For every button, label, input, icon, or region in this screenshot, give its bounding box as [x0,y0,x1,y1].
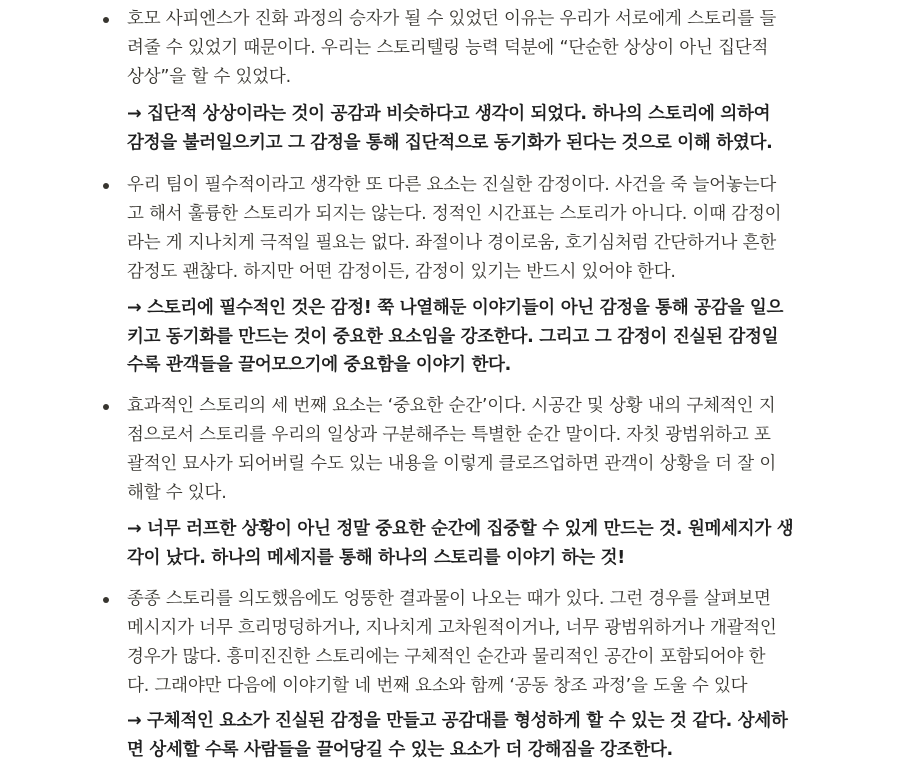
bullet-icon [103,17,109,23]
list-item-text: 효과적인 스토리의 세 번째 요소는 ‘중요한 순간’이다. 시공간 및 상황 내의 구체적인 지 점으로서 스토리를 우리의 일상과 구분해주는 특별한 순간 말이다. 자칫 광범위하고 포 괄적인 묘사가 되어버릴 수도 있는 내용을 이렇게 클로즈업하면 관객이 상황을 더 잘 이 해할 수 있다. [127,396,777,503]
list-item-text: 호모 사피엔스가 진화 과정의 승자가 될 수 있었던 이유는 우리가 서로에게 스토리를 들 려줄 수 있었기 때문이다. 우리는 스토리텔링 능력 덕분에 “단순한 상상이 아닌 집단적 상상”을 할 수 있었다. [127,9,777,87]
list-item-note: → 스토리에 필수적인 것은 감정! 쭉 나열해둔 이야기들이 아닌 감정을 통해 공감을 일으 키고 동기화를 만드는 것이 중요한 요소임을 강조한다. 그리고 그 감정이 진실된 감정일 수록 관객들을 끌어모으기에 중요함을 이야기 한다. [127,298,784,375]
bullet-icon [103,183,109,189]
bullet-icon [103,597,109,603]
bullet-icon [103,404,109,410]
list-item-note: → 집단적 상상이라는 것이 공감과 비슷하다고 생각이 되었다. 하나의 스토리에 의하여 감정을 불러일으키고 그 감정을 통해 집단적으로 동기화가 된다는 것으로 이해 하였다. [127,104,773,153]
list-item-note: → 너무 러프한 상황이 아닌 정말 중요한 순간에 집중할 수 있게 만드는 것. 원메세지가 생 각이 났다. 하나의 메세지를 통해 하나의 스토리를 이야기 하는 것! [127,519,794,568]
list-item-text: 종종 스토리를 의도했음에도 엉뚱한 결과물이 나오는 때가 있다. 그런 경우를 살펴보면 메시지가 너무 흐리멍덩하거나, 지나치게 고차원적이거나, 너무 광범위하거나 개괄적인 경우가 많다. 흥미진진한 스토리에는 구체적인 순간과 물리적인 공간이 포함되어야 한 다. 그래야만 다음에 이야기할 네 번째 요소와 함께 ‘공동 창조 과정’을 도울 수 있다 [127,589,777,696]
list-item-text: 우리 팀이 필수적이라고 생각한 또 다른 요소는 진실한 감정이다. 사건을 죽 늘어놓는다 고 해서 훌륭한 스토리가 되지는 않는다. 정적인 시간표는 스토리가 아니다. 이때 감정이 라는 게 지나치게 극적일 필요는 없다. 좌절이나 경이로움, 호기심처럼 간단하거나 흔한 감정도 괜찮다. 하지만 어떤 감정이든, 감정이 있기는 반드시 있어야 한다. [127,175,782,282]
list-item-note: → 구체적인 요소가 진실된 감정을 만들고 공감대를 형성하게 할 수 있는 것 같다. 상세하 면 상세할 수록 사람들을 끌어당길 수 있는 요소가 더 강해짐을 강조한다. [127,711,788,760]
